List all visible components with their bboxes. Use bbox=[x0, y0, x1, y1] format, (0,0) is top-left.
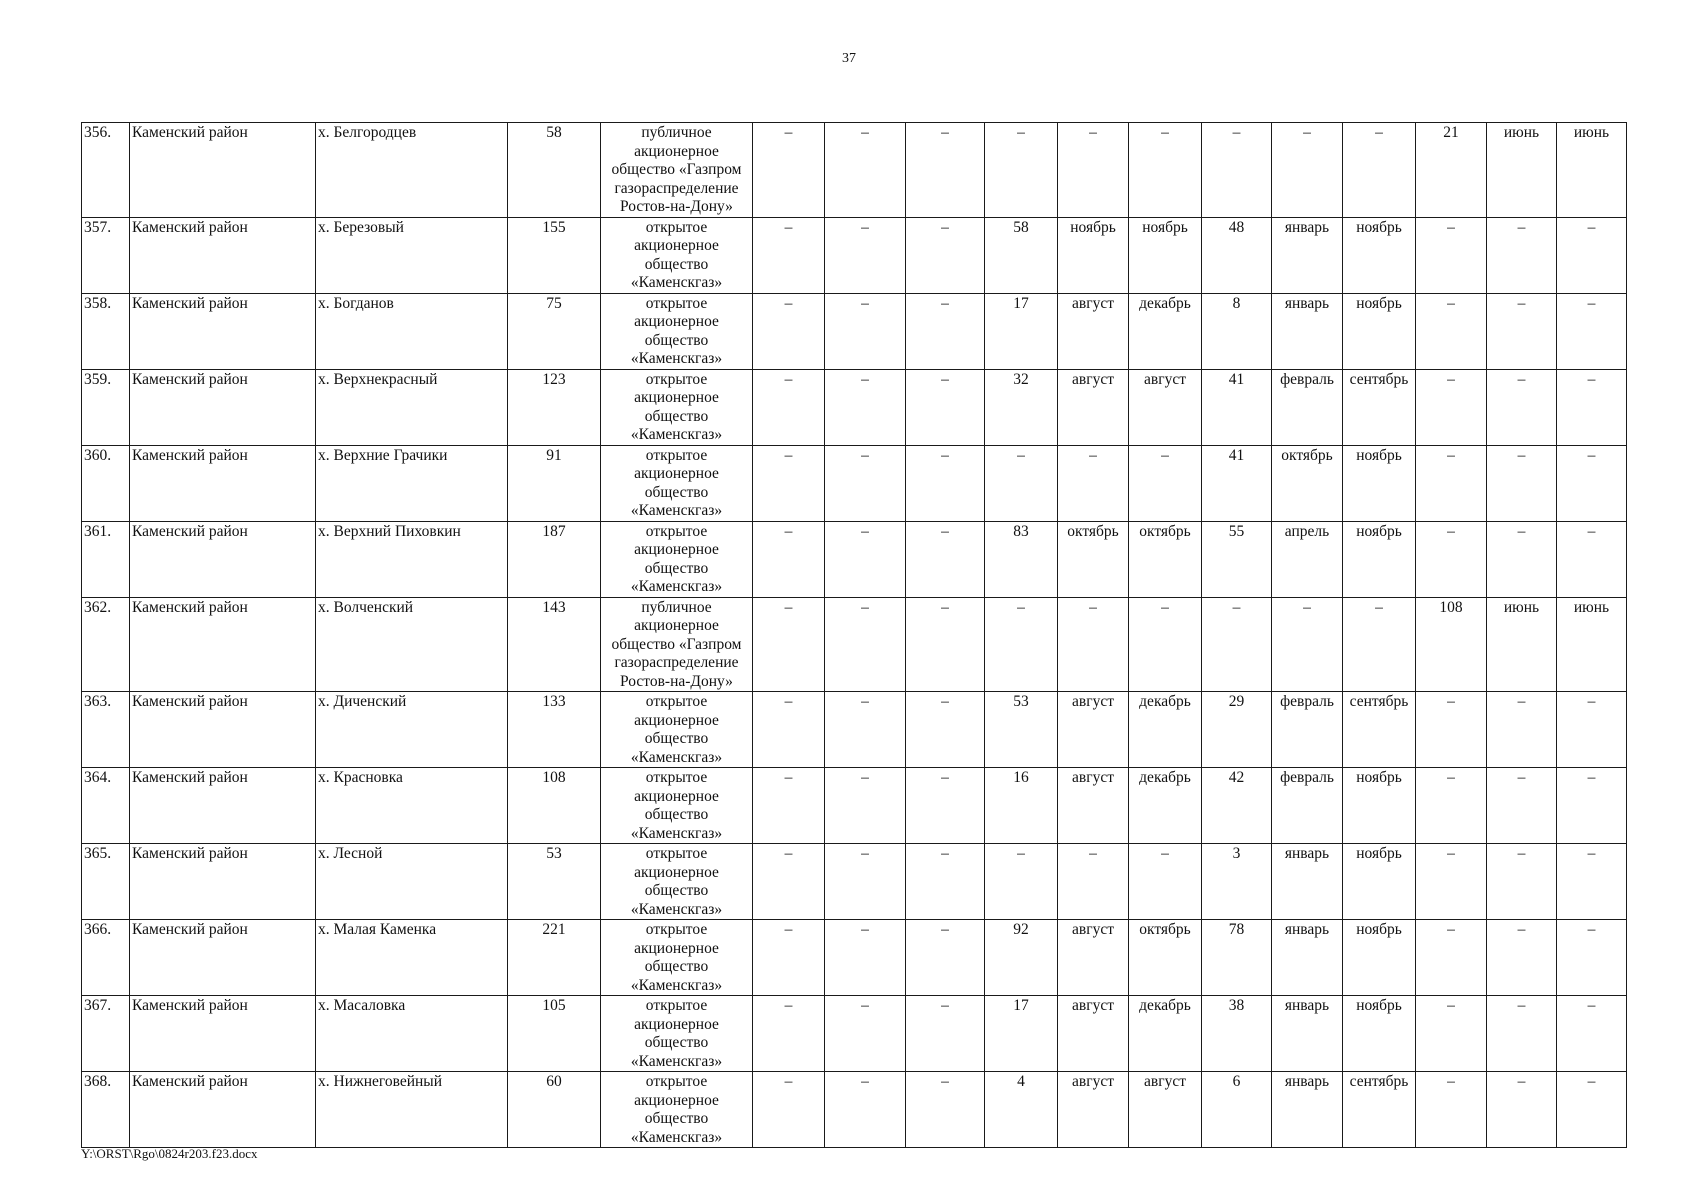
value-cell: – bbox=[825, 920, 906, 996]
month-cell: – bbox=[1487, 293, 1557, 369]
value-cell: – bbox=[906, 768, 985, 844]
settlement-cell: х. Белгородцев bbox=[316, 123, 508, 218]
value-cell: – bbox=[825, 1072, 906, 1148]
month-cell: ноябрь bbox=[1129, 217, 1202, 293]
month-cell: август bbox=[1058, 1072, 1129, 1148]
value-cell: – bbox=[1416, 768, 1487, 844]
value-cell: – bbox=[753, 1072, 825, 1148]
operator-cell: открытое акционерное общество «Каменскгаз» bbox=[601, 217, 753, 293]
month-cell: – bbox=[1058, 123, 1129, 218]
row-number-cell: 366. bbox=[82, 920, 130, 996]
row-number-cell: 361. bbox=[82, 521, 130, 597]
operator-cell: публичное акционерное общество «Газпром газораспределение Ростов-на-Дону» bbox=[601, 597, 753, 692]
count-cell: 53 bbox=[508, 844, 601, 920]
value-cell: 3 bbox=[1202, 844, 1272, 920]
month-cell: – bbox=[1129, 445, 1202, 521]
table-row bbox=[82, 369, 1627, 445]
value-cell: – bbox=[1416, 996, 1487, 1072]
month-cell: апрель bbox=[1272, 521, 1343, 597]
value-cell: 55 bbox=[1202, 521, 1272, 597]
value-cell: – bbox=[825, 844, 906, 920]
operator-cell: открытое акционерное общество «Каменскгаз» bbox=[601, 692, 753, 768]
count-cell: 123 bbox=[508, 369, 601, 445]
month-cell: – bbox=[1487, 844, 1557, 920]
gasification-schedule-table bbox=[81, 122, 1627, 1148]
month-cell: август bbox=[1058, 996, 1129, 1072]
footer-file-path: Y:\ORST\Rgo\0824r203.f23.docx bbox=[81, 1146, 258, 1161]
month-cell: – bbox=[1058, 445, 1129, 521]
value-cell: – bbox=[1416, 920, 1487, 996]
month-cell: ноябрь bbox=[1343, 217, 1416, 293]
count-cell: 105 bbox=[508, 996, 601, 1072]
month-cell: – bbox=[1487, 521, 1557, 597]
operator-cell: открытое акционерное общество «Каменскгаз» bbox=[601, 844, 753, 920]
value-cell: 38 bbox=[1202, 996, 1272, 1072]
value-cell: – bbox=[985, 597, 1058, 692]
district-cell: Каменский район bbox=[130, 123, 316, 218]
month-cell: – bbox=[1557, 920, 1627, 996]
month-cell: декабрь bbox=[1129, 692, 1202, 768]
month-cell: январь bbox=[1272, 996, 1343, 1072]
table-row bbox=[82, 920, 1627, 996]
operator-cell: открытое акционерное общество «Каменскгаз» bbox=[601, 1072, 753, 1148]
month-cell: октябрь bbox=[1129, 920, 1202, 996]
value-cell: – bbox=[753, 920, 825, 996]
month-cell: декабрь bbox=[1129, 293, 1202, 369]
value-cell: – bbox=[906, 123, 985, 218]
value-cell: – bbox=[825, 445, 906, 521]
month-cell: – bbox=[1272, 123, 1343, 218]
value-cell: – bbox=[1416, 1072, 1487, 1148]
month-cell: – bbox=[1129, 123, 1202, 218]
month-cell: август bbox=[1058, 692, 1129, 768]
row-number-cell: 368. bbox=[82, 1072, 130, 1148]
month-cell: октябрь bbox=[1129, 521, 1202, 597]
value-cell: – bbox=[906, 369, 985, 445]
month-cell: – bbox=[1343, 123, 1416, 218]
district-cell: Каменский район bbox=[130, 768, 316, 844]
month-cell: август bbox=[1058, 369, 1129, 445]
month-cell: август bbox=[1129, 1072, 1202, 1148]
district-cell: Каменский район bbox=[130, 217, 316, 293]
value-cell: – bbox=[825, 597, 906, 692]
operator-cell: открытое акционерное общество «Каменскгаз» bbox=[601, 293, 753, 369]
value-cell: 78 bbox=[1202, 920, 1272, 996]
month-cell: февраль bbox=[1272, 692, 1343, 768]
value-cell: 108 bbox=[1416, 597, 1487, 692]
district-cell: Каменский район bbox=[130, 1072, 316, 1148]
month-cell: сентябрь bbox=[1343, 1072, 1416, 1148]
operator-cell: открытое акционерное общество «Каменскгаз» bbox=[601, 445, 753, 521]
value-cell: – bbox=[1416, 445, 1487, 521]
month-cell: ноябрь bbox=[1343, 293, 1416, 369]
value-cell: 17 bbox=[985, 996, 1058, 1072]
district-cell: Каменский район bbox=[130, 369, 316, 445]
settlement-cell: х. Лесной bbox=[316, 844, 508, 920]
value-cell: 6 bbox=[1202, 1072, 1272, 1148]
month-cell: – bbox=[1557, 521, 1627, 597]
value-cell: 42 bbox=[1202, 768, 1272, 844]
month-cell: – bbox=[1557, 217, 1627, 293]
value-cell: – bbox=[906, 844, 985, 920]
district-cell: Каменский район bbox=[130, 597, 316, 692]
value-cell: 21 bbox=[1416, 123, 1487, 218]
month-cell: июнь bbox=[1557, 123, 1627, 218]
row-number-cell: 367. bbox=[82, 996, 130, 1072]
month-cell: январь bbox=[1272, 293, 1343, 369]
settlement-cell: х. Масаловка bbox=[316, 996, 508, 1072]
month-cell: – bbox=[1557, 768, 1627, 844]
month-cell: – bbox=[1272, 597, 1343, 692]
district-cell: Каменский район bbox=[130, 920, 316, 996]
row-number-cell: 356. bbox=[82, 123, 130, 218]
month-cell: – bbox=[1557, 1072, 1627, 1148]
month-cell: – bbox=[1129, 844, 1202, 920]
value-cell: 8 bbox=[1202, 293, 1272, 369]
month-cell: сентябрь bbox=[1343, 692, 1416, 768]
month-cell: август bbox=[1058, 920, 1129, 996]
month-cell: февраль bbox=[1272, 768, 1343, 844]
value-cell: – bbox=[985, 445, 1058, 521]
value-cell: – bbox=[1202, 597, 1272, 692]
value-cell: 41 bbox=[1202, 445, 1272, 521]
row-number-cell: 364. bbox=[82, 768, 130, 844]
value-cell: 41 bbox=[1202, 369, 1272, 445]
count-cell: 108 bbox=[508, 768, 601, 844]
value-cell: 58 bbox=[985, 217, 1058, 293]
month-cell: – bbox=[1129, 597, 1202, 692]
value-cell: – bbox=[825, 369, 906, 445]
district-cell: Каменский район bbox=[130, 844, 316, 920]
month-cell: – bbox=[1557, 996, 1627, 1072]
month-cell: – bbox=[1058, 844, 1129, 920]
settlement-cell: х. Красновка bbox=[316, 768, 508, 844]
district-cell: Каменский район bbox=[130, 521, 316, 597]
month-cell: – bbox=[1343, 597, 1416, 692]
value-cell: 29 bbox=[1202, 692, 1272, 768]
operator-cell: открытое акционерное общество «Каменскгаз» bbox=[601, 369, 753, 445]
table-body bbox=[82, 123, 1627, 1148]
value-cell: – bbox=[753, 597, 825, 692]
operator-cell: открытое акционерное общество «Каменскгаз» bbox=[601, 920, 753, 996]
table-row bbox=[82, 1072, 1627, 1148]
count-cell: 75 bbox=[508, 293, 601, 369]
month-cell: январь bbox=[1272, 217, 1343, 293]
value-cell: 17 bbox=[985, 293, 1058, 369]
value-cell: – bbox=[753, 293, 825, 369]
row-number-cell: 357. bbox=[82, 217, 130, 293]
table-row bbox=[82, 844, 1627, 920]
month-cell: – bbox=[1058, 597, 1129, 692]
value-cell: – bbox=[1202, 123, 1272, 218]
value-cell: – bbox=[753, 768, 825, 844]
value-cell: – bbox=[825, 293, 906, 369]
month-cell: – bbox=[1487, 768, 1557, 844]
operator-cell: открытое акционерное общество «Каменскгаз» bbox=[601, 521, 753, 597]
settlement-cell: х. Верхний Пиховкин bbox=[316, 521, 508, 597]
month-cell: октябрь bbox=[1058, 521, 1129, 597]
settlement-cell: х. Диченский bbox=[316, 692, 508, 768]
month-cell: июнь bbox=[1557, 597, 1627, 692]
operator-cell: открытое акционерное общество «Каменскгаз» bbox=[601, 768, 753, 844]
count-cell: 60 bbox=[508, 1072, 601, 1148]
table-row bbox=[82, 445, 1627, 521]
row-number-cell: 358. bbox=[82, 293, 130, 369]
table-row bbox=[82, 996, 1627, 1072]
value-cell: – bbox=[753, 521, 825, 597]
value-cell: 83 bbox=[985, 521, 1058, 597]
value-cell: 16 bbox=[985, 768, 1058, 844]
row-number-cell: 363. bbox=[82, 692, 130, 768]
month-cell: – bbox=[1557, 369, 1627, 445]
month-cell: январь bbox=[1272, 1072, 1343, 1148]
month-cell: январь bbox=[1272, 920, 1343, 996]
value-cell: – bbox=[825, 521, 906, 597]
value-cell: – bbox=[985, 123, 1058, 218]
month-cell: – bbox=[1487, 692, 1557, 768]
count-cell: 58 bbox=[508, 123, 601, 218]
value-cell: 32 bbox=[985, 369, 1058, 445]
value-cell: – bbox=[1416, 692, 1487, 768]
operator-cell: публичное акционерное общество «Газпром газораспределение Ростов-на-Дону» bbox=[601, 123, 753, 218]
district-cell: Каменский район bbox=[130, 293, 316, 369]
count-cell: 187 bbox=[508, 521, 601, 597]
value-cell: – bbox=[753, 692, 825, 768]
value-cell: – bbox=[825, 123, 906, 218]
month-cell: ноябрь bbox=[1343, 844, 1416, 920]
value-cell: – bbox=[825, 996, 906, 1072]
value-cell: – bbox=[753, 217, 825, 293]
value-cell: 48 bbox=[1202, 217, 1272, 293]
month-cell: ноябрь bbox=[1343, 920, 1416, 996]
month-cell: ноябрь bbox=[1058, 217, 1129, 293]
month-cell: август bbox=[1058, 293, 1129, 369]
settlement-cell: х. Богданов bbox=[316, 293, 508, 369]
count-cell: 91 bbox=[508, 445, 601, 521]
month-cell: – bbox=[1557, 293, 1627, 369]
value-cell: – bbox=[825, 768, 906, 844]
district-cell: Каменский район bbox=[130, 996, 316, 1072]
count-cell: 155 bbox=[508, 217, 601, 293]
value-cell: – bbox=[906, 293, 985, 369]
value-cell: – bbox=[1416, 217, 1487, 293]
value-cell: – bbox=[1416, 844, 1487, 920]
value-cell: – bbox=[906, 920, 985, 996]
month-cell: октябрь bbox=[1272, 445, 1343, 521]
count-cell: 221 bbox=[508, 920, 601, 996]
month-cell: – bbox=[1557, 844, 1627, 920]
operator-cell: открытое акционерное общество «Каменскгаз» bbox=[601, 996, 753, 1072]
month-cell: сентябрь bbox=[1343, 369, 1416, 445]
count-cell: 133 bbox=[508, 692, 601, 768]
month-cell: декабрь bbox=[1129, 768, 1202, 844]
month-cell: декабрь bbox=[1129, 996, 1202, 1072]
value-cell: 4 bbox=[985, 1072, 1058, 1148]
month-cell: – bbox=[1557, 445, 1627, 521]
month-cell: – bbox=[1487, 996, 1557, 1072]
table-row bbox=[82, 768, 1627, 844]
month-cell: – bbox=[1487, 445, 1557, 521]
table-row bbox=[82, 217, 1627, 293]
month-cell: январь bbox=[1272, 844, 1343, 920]
value-cell: – bbox=[753, 123, 825, 218]
month-cell: февраль bbox=[1272, 369, 1343, 445]
row-number-cell: 359. bbox=[82, 369, 130, 445]
table-row bbox=[82, 521, 1627, 597]
settlement-cell: х. Верхние Грачики bbox=[316, 445, 508, 521]
row-number-cell: 365. bbox=[82, 844, 130, 920]
month-cell: – bbox=[1487, 920, 1557, 996]
value-cell: – bbox=[906, 692, 985, 768]
value-cell: – bbox=[825, 217, 906, 293]
table-row bbox=[82, 123, 1627, 218]
value-cell: – bbox=[906, 217, 985, 293]
value-cell: – bbox=[906, 521, 985, 597]
month-cell: ноябрь bbox=[1343, 768, 1416, 844]
month-cell: – bbox=[1487, 369, 1557, 445]
value-cell: – bbox=[906, 1072, 985, 1148]
settlement-cell: х. Нижнеговейный bbox=[316, 1072, 508, 1148]
value-cell: – bbox=[753, 996, 825, 1072]
value-cell: – bbox=[906, 996, 985, 1072]
value-cell: – bbox=[825, 692, 906, 768]
month-cell: июнь bbox=[1487, 123, 1557, 218]
month-cell: ноябрь bbox=[1343, 445, 1416, 521]
value-cell: 53 bbox=[985, 692, 1058, 768]
settlement-cell: х. Малая Каменка bbox=[316, 920, 508, 996]
month-cell: август bbox=[1058, 768, 1129, 844]
row-number-cell: 360. bbox=[82, 445, 130, 521]
settlement-cell: х. Волченский bbox=[316, 597, 508, 692]
month-cell: – bbox=[1487, 1072, 1557, 1148]
month-cell: – bbox=[1487, 217, 1557, 293]
month-cell: ноябрь bbox=[1343, 521, 1416, 597]
value-cell: – bbox=[985, 844, 1058, 920]
month-cell: август bbox=[1129, 369, 1202, 445]
value-cell: – bbox=[753, 369, 825, 445]
settlement-cell: х. Верхнекрасный bbox=[316, 369, 508, 445]
district-cell: Каменский район bbox=[130, 445, 316, 521]
value-cell: – bbox=[753, 445, 825, 521]
row-number-cell: 362. bbox=[82, 597, 130, 692]
district-cell: Каменский район bbox=[130, 692, 316, 768]
page-number: 37 bbox=[842, 51, 856, 66]
value-cell: – bbox=[753, 844, 825, 920]
value-cell: – bbox=[906, 445, 985, 521]
value-cell: – bbox=[1416, 369, 1487, 445]
settlement-cell: х. Березовый bbox=[316, 217, 508, 293]
table-row bbox=[82, 293, 1627, 369]
value-cell: – bbox=[906, 597, 985, 692]
value-cell: 92 bbox=[985, 920, 1058, 996]
month-cell: – bbox=[1557, 692, 1627, 768]
count-cell: 143 bbox=[508, 597, 601, 692]
table-row bbox=[82, 597, 1627, 692]
table-row bbox=[82, 692, 1627, 768]
month-cell: ноябрь bbox=[1343, 996, 1416, 1072]
value-cell: – bbox=[1416, 293, 1487, 369]
month-cell: июнь bbox=[1487, 597, 1557, 692]
value-cell: – bbox=[1416, 521, 1487, 597]
